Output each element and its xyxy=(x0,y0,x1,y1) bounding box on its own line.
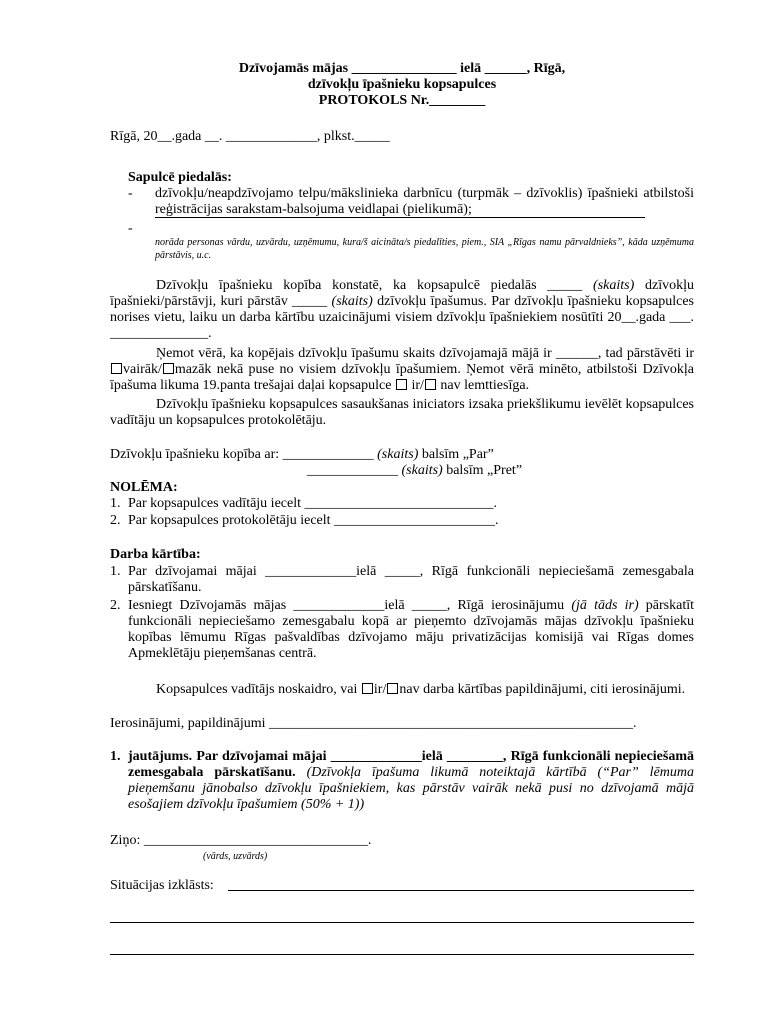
vote-against-label: balsīm „Pret” xyxy=(442,463,523,478)
agenda-item-2-number: 2. xyxy=(110,598,121,613)
attendance-dash-1: - xyxy=(128,186,133,201)
vote-line-for xyxy=(110,447,494,463)
decided-item-1-number: 1. xyxy=(110,496,121,511)
paragraph-quorum-b: dzīvokļu īpašnieki/pārstāvji, kuri pārstāv _____ xyxy=(110,278,694,309)
paragraph-proposals xyxy=(110,682,694,698)
question-1-title: jautājums. Par dzīvojamai mājai _____________ielā ________, Rīgā funkcionāli nepieciešamā zemesgabala pārskatīšanu. xyxy=(128,749,694,780)
situation-line-3 xyxy=(110,954,694,955)
situation-label: Situācijas izklāsts: xyxy=(110,878,214,893)
vote-line-against xyxy=(307,463,522,479)
attendance-note: norāda personas vārdu, uzvārdu, uzņēmumu, kura/š aicināta/s piedalīties, piem., SIA „Rīgas namu pārvaldnieks”, kāda uzņēmuma pārstāvis, u.c. xyxy=(155,237,694,261)
checkbox-is[interactable] xyxy=(396,379,407,390)
situation-line-2 xyxy=(110,922,694,923)
checkbox-is-not[interactable] xyxy=(425,379,436,390)
agenda-item-2-text xyxy=(128,598,694,662)
attendance-dash-2: - xyxy=(128,221,133,236)
paragraph-represented xyxy=(110,346,694,394)
vote-against-count: (skaits) xyxy=(401,463,443,478)
agenda-item-2-b: pārskatīt funkcionāli nepieciešamo zemesgabalu kopā ar pieņemto dzīvojamās mājas dzīvokļu īpašnieku kopības lēmumu Rīgas pašvaldības dzīvojamo māju privatizācijas komisijā vai Rīgas domes Apmeklētāju pieņemšanas centrā. xyxy=(128,598,694,661)
paragraph-represented-c: mazāk nekā puse no visiem dzīvokļu īpašumiem. Ņemot vērā minēto, atbilstoši Dzīvokļa īpašuma likuma 19.panta trešajai daļai kopsapulce xyxy=(110,362,694,393)
agenda-item-1-text: Par dzīvojamai mājai _____________ielā _____, Rīgā funkcionāli nepieciešamā zemesgabala pārskatīšanu. xyxy=(128,564,694,595)
checkbox-has-additions[interactable] xyxy=(362,683,373,694)
agenda-item-2-a: Iesniegt Dzīvojamās mājas _____________ielā _____, Rīgā ierosinājumu xyxy=(128,598,572,613)
vote-for-label: balsīm „Par” xyxy=(418,447,494,462)
proposals-a: Kopsapulces vadītājs noskaidro, vai xyxy=(156,682,361,697)
attendance-other-line xyxy=(155,217,645,218)
title-line-address: Dzīvojamās mājas _______________ ielā ______, Rīgā, xyxy=(238,61,566,76)
paragraph-represented-e: nav lemttiesīga. xyxy=(436,378,530,393)
decided-item-1 xyxy=(110,496,694,512)
attendance-heading: Sapulcē piedalās: xyxy=(128,170,232,185)
vote-for-count: (skaits) xyxy=(377,447,419,462)
reporter-line: Ziņo: ________________________________. xyxy=(110,833,372,848)
decided-item-2 xyxy=(110,513,694,529)
proposals-line: Ierosinājumi, papildinājumi ____________________________________________________. xyxy=(110,716,637,731)
paragraph-quorum-count-1: (skaits) xyxy=(593,278,635,293)
agenda-item-1 xyxy=(110,564,694,596)
date-line: Rīgā, 20__.gada __. _____________, plkst._____ xyxy=(110,129,390,144)
agenda-item-1-number: 1. xyxy=(110,564,121,579)
question-1 xyxy=(110,749,694,813)
agenda-heading: Darba kārtība: xyxy=(110,547,201,562)
decided-item-1-text: Par kopsapulces vadītāju iecelt ___________________________. xyxy=(128,496,497,511)
vote-for-prefix: Dzīvokļu īpašnieku kopība ar: _____________ xyxy=(110,447,378,462)
vote-against-prefix: _____________ xyxy=(307,463,402,478)
title-line-protocol: PROTOKOLS Nr.________ xyxy=(318,93,486,108)
question-1-number: 1. xyxy=(110,749,121,764)
proposals-c: nav darba kārtības papildinājumi, citi ierosinājumi. xyxy=(399,682,686,697)
paragraph-quorum-count-2: (skaits) xyxy=(331,294,373,309)
proposals-b: ir/ xyxy=(373,682,387,697)
question-1-note: (Dzīvokļa īpašuma likumā noteiktajā kārtībā (“Par” lēmuma pieņemšanu jānobalso dzīvokļu īpašniekiem, kas pārstāv vairāk nekā pusi no dzīvojamā mājā esošajiem dzīvokļu īpašumiem (50% + 1)) xyxy=(128,765,695,812)
document-title xyxy=(110,61,694,109)
paragraph-represented-a: Ņemot vērā, ka kopējais dzīvokļu īpašumu skaits dzīvojamajā mājā ir ______, tad pārstāvēti ir xyxy=(156,346,694,361)
checkbox-no-additions[interactable] xyxy=(387,683,398,694)
attendance-item-owners: dzīvokļu/neapdzīvojamo telpu/mākslinieka darbnīcu (turpmāk – dzīvoklis) īpašnieki atbilstoši reģistrācijas sarakstam-balsojuma veidlapai (pielikumā); xyxy=(155,186,694,217)
title-line-owners: dzīvokļu īpašnieku kopsapulces xyxy=(307,77,497,92)
paragraph-quorum xyxy=(110,278,694,342)
paragraph-quorum-c: dzīvokļu īpašumus. Par dzīvokļu īpašnieku kopsapulces norises vietu, laiku un darba kārtību uzaicinājumi visiem dzīvokļu īpašniekiem nosūtīti 20__.gada ___. ______________. xyxy=(110,294,695,341)
situation-line-1 xyxy=(228,890,694,891)
decided-item-2-number: 2. xyxy=(110,513,121,528)
paragraph-quorum-a: Dzīvokļu īpašnieku kopība konstatē, ka kopsapulcē piedalās _____ xyxy=(156,278,594,293)
question-1-text xyxy=(128,749,694,813)
agenda-item-2-note: (jā tāds ir) xyxy=(571,598,639,613)
paragraph-represented-d: ir/ xyxy=(407,378,424,393)
agenda-item-2 xyxy=(110,598,694,662)
checkbox-less[interactable] xyxy=(163,363,174,374)
paragraph-initiator: Dzīvokļu īpašnieku kopsapulces sasaukšanas iniciators izsaka priekšlikumu ievēlēt kopsapulces vadītāju un kopsapulces protokolētāju. xyxy=(110,397,694,428)
decided-heading: NOLĒMA: xyxy=(110,480,178,495)
paragraph-represented-b: vairāk/ xyxy=(123,362,162,377)
reporter-caption: (vārds, uzvārds) xyxy=(203,851,268,862)
decided-item-2-text: Par kopsapulces protokolētāju iecelt _______________________. xyxy=(128,513,499,528)
checkbox-more[interactable] xyxy=(111,363,122,374)
